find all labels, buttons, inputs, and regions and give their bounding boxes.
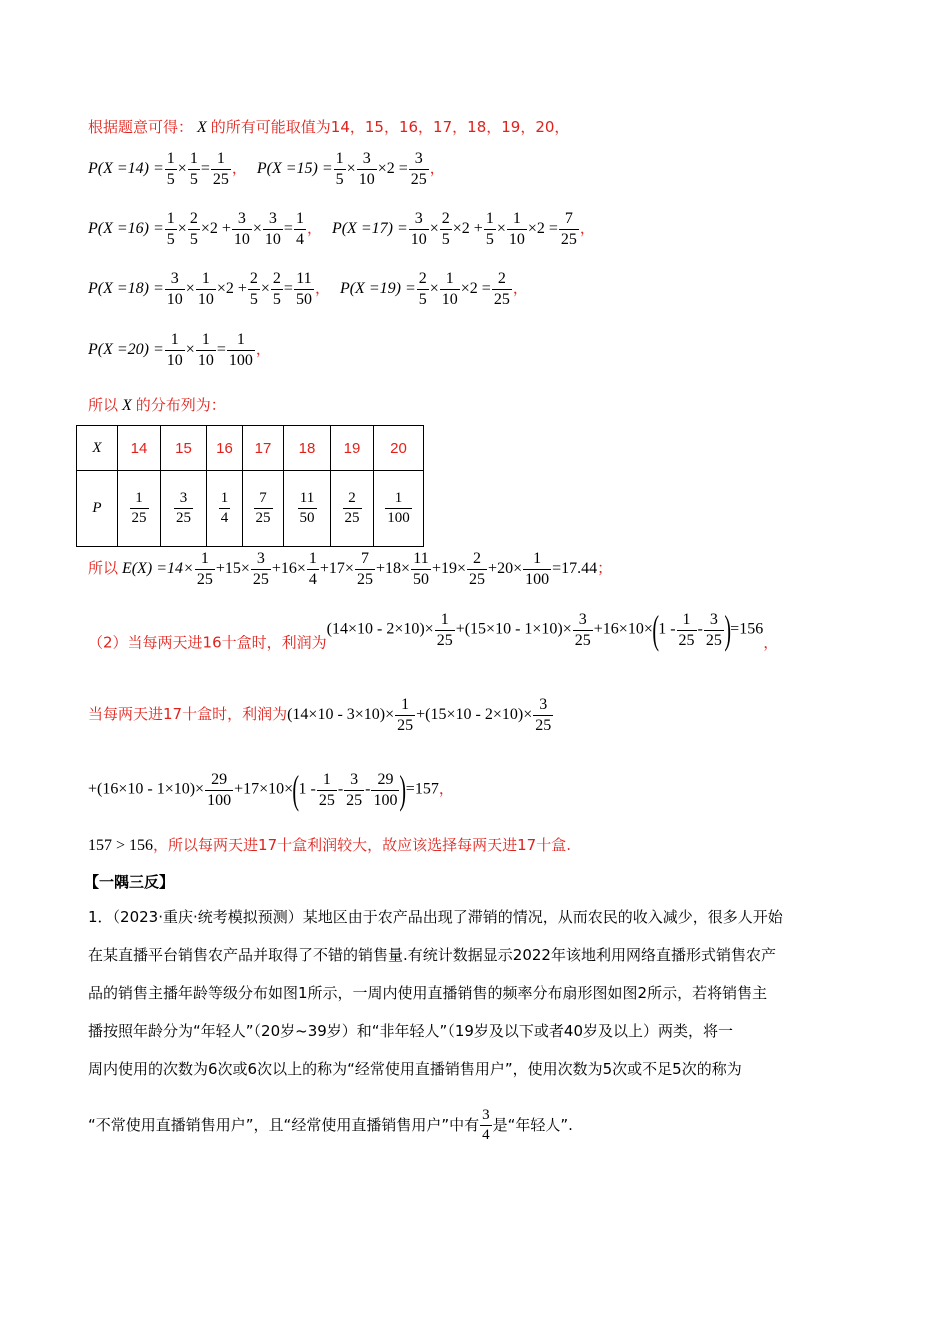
fraction: $\frac{1}{10}$ (508, 210, 525, 248)
fraction: $\frac{2}{5}$ (441, 210, 450, 248)
fraction: $\frac{3}{10}$ (264, 210, 281, 248)
prob-line-4: P(X =20) = $\frac{1}{10}$ × $\frac{1}{10}$ = $\frac{1}{100}$ ， (88, 331, 271, 369)
table-cell: 17 (243, 426, 284, 471)
table-cell: 20 (374, 426, 424, 471)
table-cell: 18 (284, 426, 331, 471)
table-cell: $\frac{2}{25}$ (331, 471, 374, 547)
fraction: $\frac{3}{10}$ (410, 210, 427, 248)
fraction: $\frac{1}{100}$ (228, 331, 253, 369)
table-row (77, 471, 424, 547)
conclusion-line: 157 > 156，所以每两天进17十盒利润较大，故应该选择每两天进17十盒. (88, 836, 571, 854)
table-row (77, 426, 424, 471)
fraction: $\frac{3}{10}$ (233, 210, 250, 248)
fraction: $\frac{1}{10}$ (166, 331, 183, 369)
fraction: $\frac{1}{4}$ (295, 210, 304, 248)
intro-line: 根据题意可得： X 的所有可能取值为14，15，16，17，18，19，20， (88, 118, 570, 136)
table-cell: $\frac{7}{25}$ (243, 471, 284, 547)
prob-line-2: P(X =16) = $\frac{1}{5}$ × $\frac{2}{5}$ ×2 + $\frac{3}{10}$ × $\frac{3}{10}$ = $\frac{1}{4}$ ， P(X =17) = $\frac{3}{10}$ × $\frac{2}{5}$ ×2 + $\frac{1}{5}$ × $\frac{1}{10}$ ×2 = $\frac{7}{25}$ ， (88, 210, 595, 248)
problem-line-3: 品的销售主播年龄等级分布如图1所示，一周内使用直播销售的频率分布扇形图如图2所示，若将销售主 (88, 984, 768, 1002)
fraction: $\frac{3}{10}$ (166, 270, 183, 308)
problem-line-5: 周内使用的次数为6次或6次以上的称为“经常使用直播销售用户”，使用次数为5次或不足5次的称为 (88, 1060, 742, 1078)
table-cell: $\frac{1}{100}$ (374, 471, 424, 547)
table-header-p: P (77, 471, 118, 547)
fraction: $\frac{1}{5}$ (166, 210, 175, 248)
fraction: $\frac{2}{5}$ (249, 270, 258, 308)
fraction: $\frac{2}{5}$ (189, 210, 198, 248)
fraction: $\frac{2}{5}$ (418, 270, 427, 308)
prob-line-3: P(X =18) = $\frac{3}{10}$ × $\frac{1}{10}$ ×2 + $\frac{2}{5}$ × $\frac{2}{5}$ = $\frac{11}{50}$ ， P(X =19) = $\frac{2}{5}$ × $\frac{1}{10}$ ×2 = $\frac{2}{25}$ ， (88, 270, 528, 308)
fraction: $\frac{2}{25}$ (493, 270, 510, 308)
table-header-x: X (77, 426, 118, 471)
fraction: $\frac{2}{5}$ (272, 270, 281, 308)
table-cell: $\frac{3}{25}$ (161, 471, 207, 547)
fraction: $\frac{1}{10}$ (197, 331, 214, 369)
table-cell: 15 (161, 426, 207, 471)
table-cell: $\frac{11}{50}$ (284, 471, 331, 547)
part2-line: （2）当每两天进16十盒时，利润为(14×10 - 2×10)× $\frac{1}{25}$ +(15×10 - 1×10)× $\frac{3}{25}$ +16×10×(1 - $\frac{1}{25}$ - $\frac{3}{25}$ )=156， (88, 607, 779, 652)
fraction: $\frac{1}{5}$ (485, 210, 494, 248)
fraction: $\frac{1}{5}$ (189, 150, 198, 188)
table-cell: 14 (118, 426, 161, 471)
fraction: $\frac{1}{5}$ (335, 150, 344, 188)
fraction: $\frac{1}{10}$ (441, 270, 458, 308)
section-heading: 【一隅三反】 (84, 873, 175, 891)
table-cell: 16 (207, 426, 243, 471)
expectation-line: 所以 E(X) =14× $\frac{1}{25}$ +15× $\frac{3}{25}$ +16× $\frac{1}{4}$ +17× $\frac{7}{25}$ +18× $\frac{11}{50}$ +19× $\frac{2}{25}$ +20× $\frac{1}{100}$ =17.44； (88, 550, 613, 588)
fraction: $\frac{3}{10}$ (358, 150, 375, 188)
problem-line-4: 播按照年龄分为“年轻人”（20岁~39岁）和“非年轻人”（19岁及以下或者40岁及以上）两类，将一 (88, 1022, 734, 1040)
problem-line-2: 在某直播平台销售农产品并取得了不错的销售量.有统计数据显示2022年该地利用网络直播形式销售农产 (88, 946, 776, 964)
distribution-table (76, 425, 424, 547)
table-cell: $\frac{1}{25}$ (118, 471, 161, 547)
fraction: $\frac{1}{25}$ (212, 150, 229, 188)
fraction: $\frac{1}{10}$ (197, 270, 214, 308)
fraction: $\frac{11}{50}$ (295, 270, 312, 308)
distribution-intro: 所以 X 的分布列为： (88, 396, 226, 414)
fraction: $\frac{3}{25}$ (410, 150, 427, 188)
part3-line-1: 当每两天进17十盒时，利润为(14×10 - 3×10)× $\frac{1}{25}$ +(15×10 - 2×10)× $\frac{3}{25}$ (88, 696, 552, 734)
prob-line-1: P(X =14) = $\frac{1}{5}$ × $\frac{1}{5}$ = $\frac{1}{25}$ ， P(X =15) = $\frac{1}{5}$ × $\frac{3}{10}$ ×2 = $\frac{3}{25}$ ， (88, 150, 445, 188)
fraction: $\frac{1}{5}$ (166, 150, 175, 188)
fraction: $\frac{7}{25}$ (560, 210, 577, 248)
part3-line-2: +(16×10 - 1×10)× $\frac{29}{100}$ +17×10×(1 - $\frac{1}{25}$ - $\frac{3}{25}$ - $\frac{29}{100}$ )=157， (88, 767, 454, 812)
problem-line-1: 1．（2023·重庆·统考模拟预测）某地区由于农产品出现了滞销的情况，从而农民的收入减少，很多人开始 (88, 908, 783, 926)
table-cell: 19 (331, 426, 374, 471)
table-cell: $\frac{1}{4}$ (207, 471, 243, 547)
problem-line-6: “不常使用直播销售用户”，且“经常使用直播销售用户”中有 $\frac{3}{4}$ 是“年轻人”. (88, 1107, 573, 1143)
